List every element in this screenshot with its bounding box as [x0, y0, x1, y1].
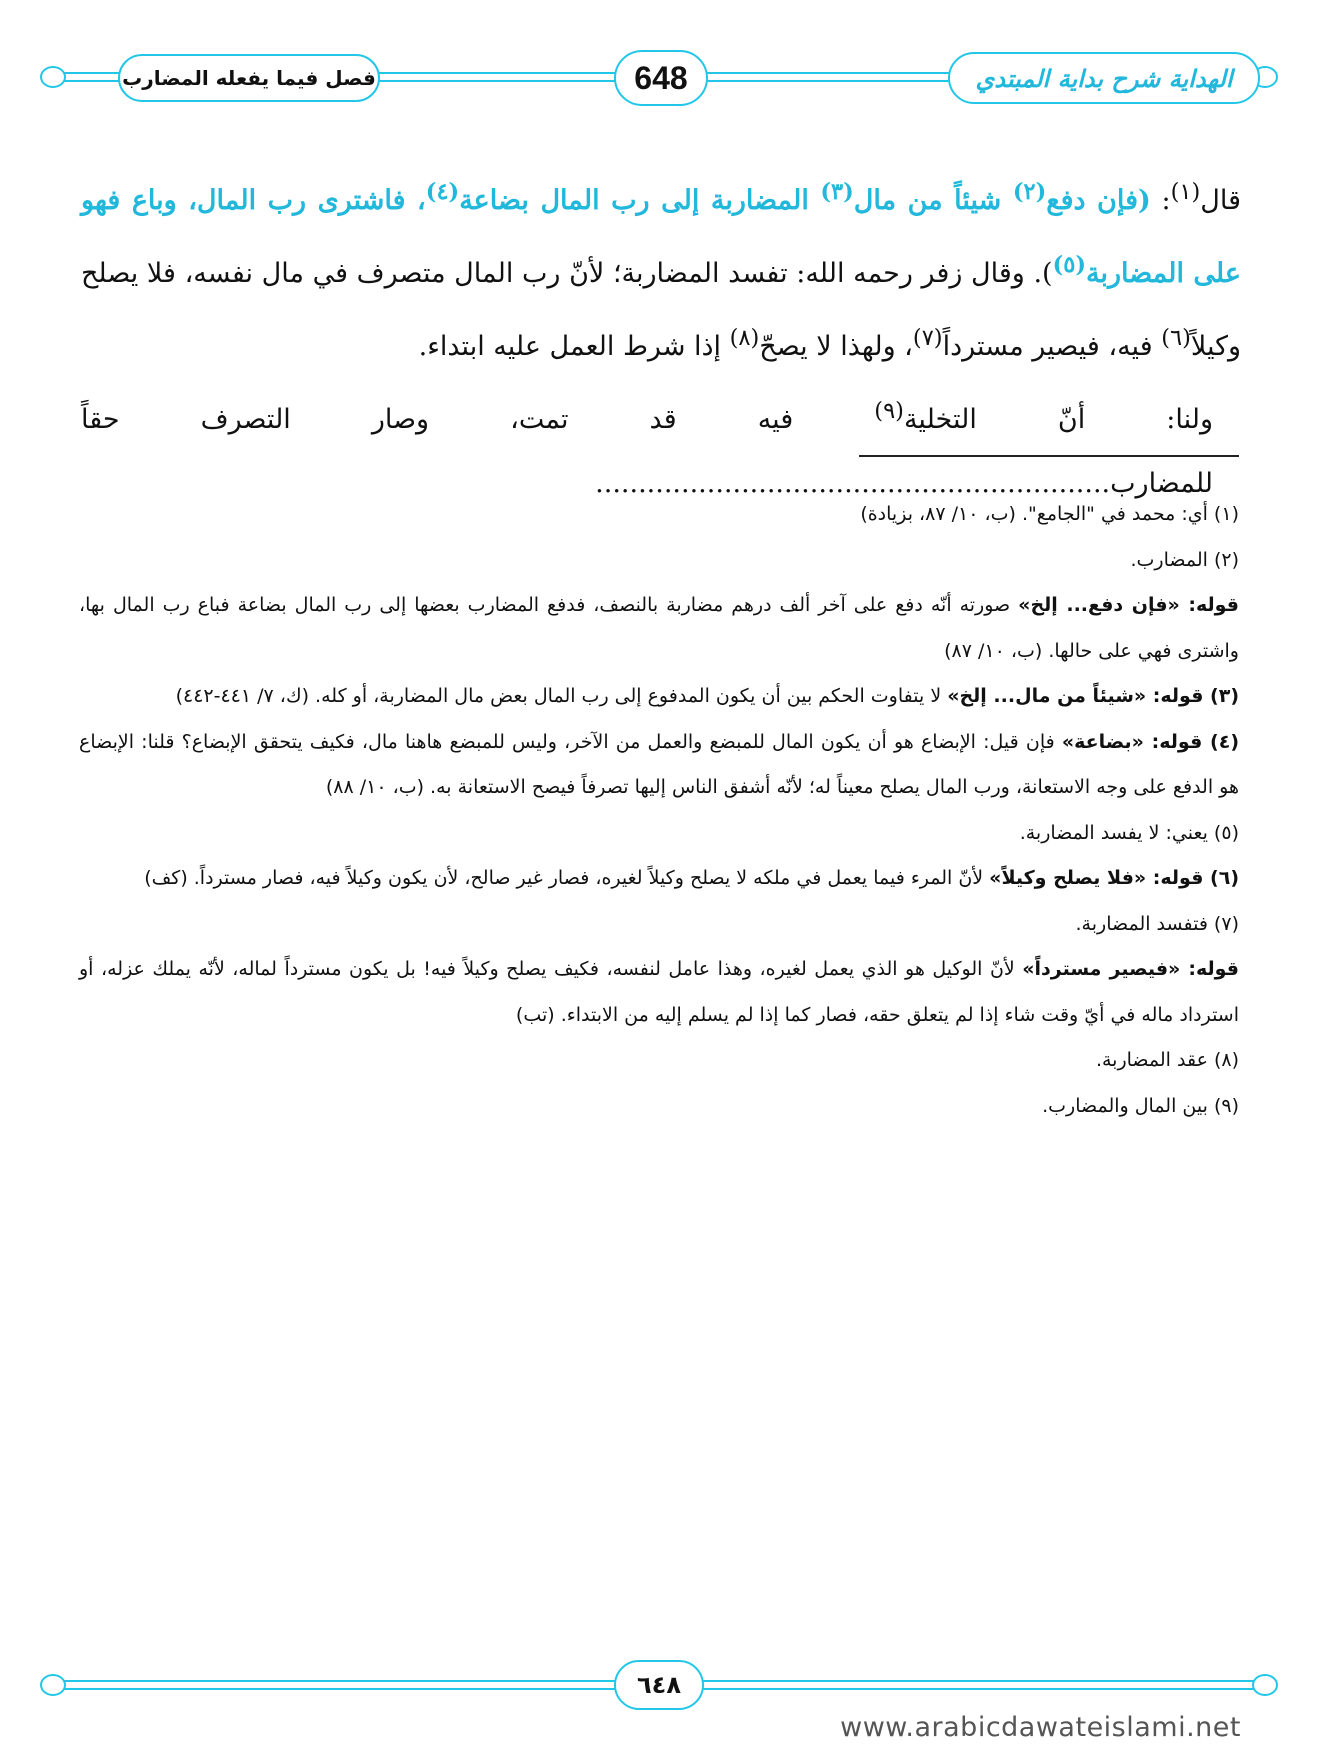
footnote-text: لا يتفاوت الحكم بين أن يكون المدفوع إلى رب المال بعض مال المضاربة، أو كله. (ك، ٧/ ٤٤١-٤٤٢): [175, 685, 948, 707]
footnote-9: (٩) بين المال والمضارب.: [1042, 1094, 1239, 1117]
quoted-text: (فإن دفع: [1046, 185, 1151, 216]
footnote-6: [79, 856, 1239, 902]
footnote-1: (١) أي: محمد في "الجامع". (ب، ١٠/ ٨٧، بزيادة): [860, 503, 1239, 525]
footnote-text: صورته أنّه دفع على آخر ألف درهم مضاربة بالنصف، فدفع المضارب بعضها إلى رب المال بضاعة فباع رب المال بها، واشترى فهي على حالها. (ب، ١٠/ ٨٧): [79, 594, 1239, 662]
footnote-2: (٢) المضارب.: [1130, 548, 1239, 571]
book-title: الهداية شرح بداية المبتدي: [948, 52, 1260, 104]
main-text: [81, 160, 1241, 516]
page-number-header: 648: [614, 50, 708, 106]
footnote-4: [79, 720, 1239, 811]
main-text-span: قال: [1200, 185, 1241, 216]
footnote-ref: (٦): [1161, 325, 1191, 351]
chapter-title: فصل فيما يفعله المضارب: [118, 54, 380, 102]
footnote-text: لأنّ الوكيل هو الذي يعمل لغيره، وهذا عامل لنفسه، فكيف يصلح وكيلاً فيه! بل يكون مسترداً لماله، لأنّه يملك عزله، أو استرداد ماله في أيّ وقت شاء إذا لم يتعلق حقه، فصار كما إذا لم يسلم إليه من الابتداء. (تب): [79, 958, 1239, 1026]
footnote-ref: (٥): [1052, 252, 1086, 278]
main-text-span: إذا شرط العمل عليه ابتداء.: [418, 331, 730, 362]
footnote-separator: [859, 455, 1239, 457]
footnote-ref: (٤): [425, 179, 460, 205]
footnote-7: (٧) فتفسد المضاربة.: [1075, 912, 1239, 935]
footnote-number: (٣): [1203, 685, 1239, 707]
footnote-label: قوله: «شيئاً من مال... إلخ»: [947, 685, 1204, 707]
footnote-ref: (٨): [729, 325, 760, 351]
footnote-commentary-1: [79, 583, 1239, 674]
footnote-number: (٦): [1203, 867, 1239, 889]
footer-ornament-left-cap: [40, 1674, 66, 1696]
main-text-span: ، ولهذا لا يصحّ: [759, 331, 913, 362]
main-text-span: فيه قد تمت، وصار التصرف حقاً للمضارب: [81, 404, 1213, 499]
main-paragraph-1: [81, 160, 1241, 379]
footnote-commentary-2: [79, 947, 1239, 1038]
main-text-span: ). وقال زفر رحمه الله: تفسد المضاربة؛ لأنّ رب المال متصرف في مال نفسه، فلا يصلح وكيلاً: [81, 258, 1241, 362]
footnote-label: قوله: «فإن دفع... إلخ»: [1018, 594, 1239, 616]
footnotes: [79, 492, 1239, 1129]
quoted-text: المضاربة إلى رب المال بضاعة: [459, 185, 821, 216]
page-number-footer: ٦٤٨: [614, 1660, 704, 1710]
footnote-ref: (١): [1170, 179, 1201, 205]
footnote-ref: (٧): [912, 325, 943, 351]
footnote-8: (٨) عقد المضاربة.: [1095, 1049, 1239, 1071]
footnote-ref: (٢): [1012, 179, 1047, 205]
continuation-dots: ............................................................: [595, 468, 1111, 499]
quoted-text: شيئاً من مال: [853, 185, 1013, 216]
footnote-number: (٤): [1202, 730, 1239, 753]
header-ornament-left-cap: [40, 66, 66, 88]
website-url: www.arabicdawateislami.net: [840, 1712, 1241, 1743]
footnote-label: قوله: «بضاعة»: [1061, 730, 1203, 753]
quoted-text: ، فاشترى رب المال، وباع فهو على المضاربة: [81, 185, 1241, 289]
main-text-span: ولنا: أنّ التخلية: [903, 404, 1213, 435]
main-text-span: :: [1150, 185, 1171, 216]
footnote-text: فإن قيل: الإبضاع هو أن يكون المال للمبضع والعمل من الآخر، وليس للمبضع هاهنا مال، فكيف يتحقق الإبضاع؟ قلنا: الإبضاع هو الدفع على وجه الاستعانة، ورب المال يصلح معيناً له؛ لأنّه أشفق الناس إليها تصرفاً فيصح الاستعانة به. (ب، ١٠/ ٨٨): [79, 730, 1239, 798]
footnote-5: (٥) يعني: لا يفسد المضاربة.: [1019, 821, 1239, 844]
footnote-text: لأنّ المرء فيما يعمل في ملكه لا يصلح وكيلاً لغيره، فصار غير صالح، لأن يكون وكيلاً فيه، فصار مسترداً. (كف): [144, 867, 990, 889]
footnote-ref: (٩): [874, 398, 904, 424]
footer-ornament-right-cap: [1252, 1674, 1278, 1696]
footnote-label: قوله: «فلا يصلح وكيلاً»: [989, 867, 1204, 889]
footnote-label: قوله: «فيصير مسترداً»: [1022, 958, 1239, 980]
main-text-span: فيه، فيصير مسترداً: [942, 331, 1162, 362]
footnote-3: [79, 674, 1239, 720]
footnote-ref: (٣): [820, 179, 854, 205]
